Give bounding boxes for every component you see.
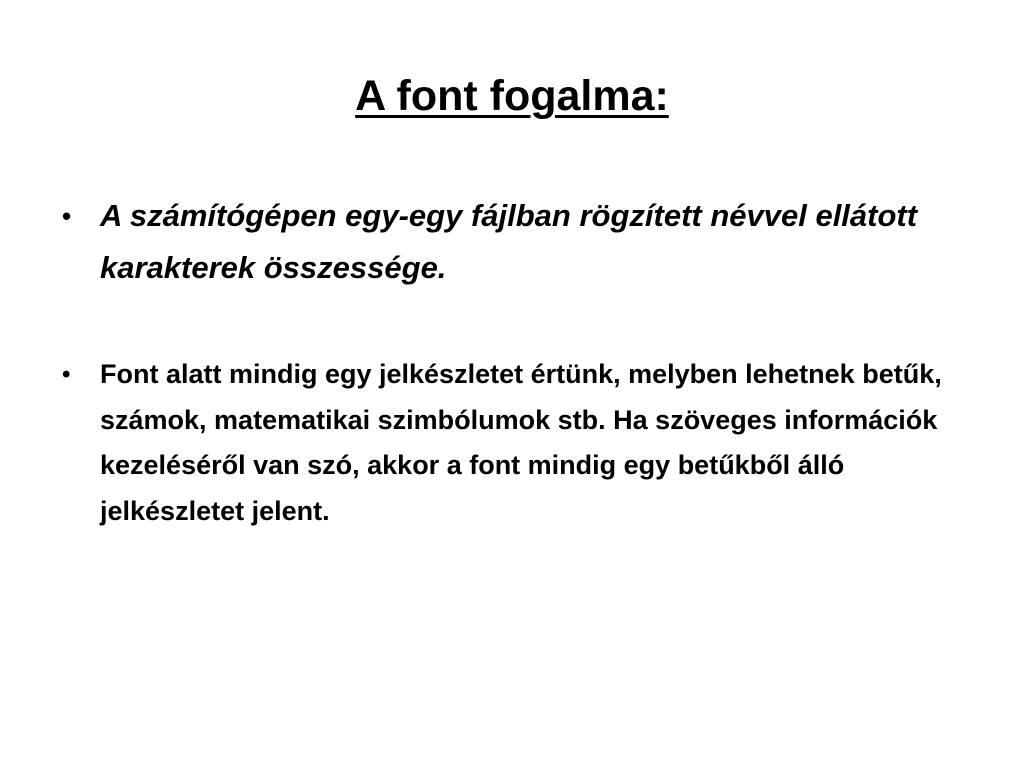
bullet-marker: • (62, 201, 72, 231)
bullet-item-explanation (62, 352, 962, 534)
slide-title: A font fogalma: (355, 72, 669, 120)
bullet-text-definition: A számítógépen egy-egy fájlban rögzített névvel ellátott karakterek összessége. (100, 198, 918, 285)
bullet-list (62, 190, 962, 534)
bullet-marker: • (62, 361, 71, 388)
bullet-item-definition (62, 190, 962, 294)
bullet-text-explanation: Font alatt mindig egy jelkészletet értünk, melyben lehetnek betűk, számok, matematikai szimbólumok stb. Ha szöveges információk kezeléséről van szó, akkor a font mindig egy betűkből álló jelkészletet jelent. (100, 359, 942, 526)
